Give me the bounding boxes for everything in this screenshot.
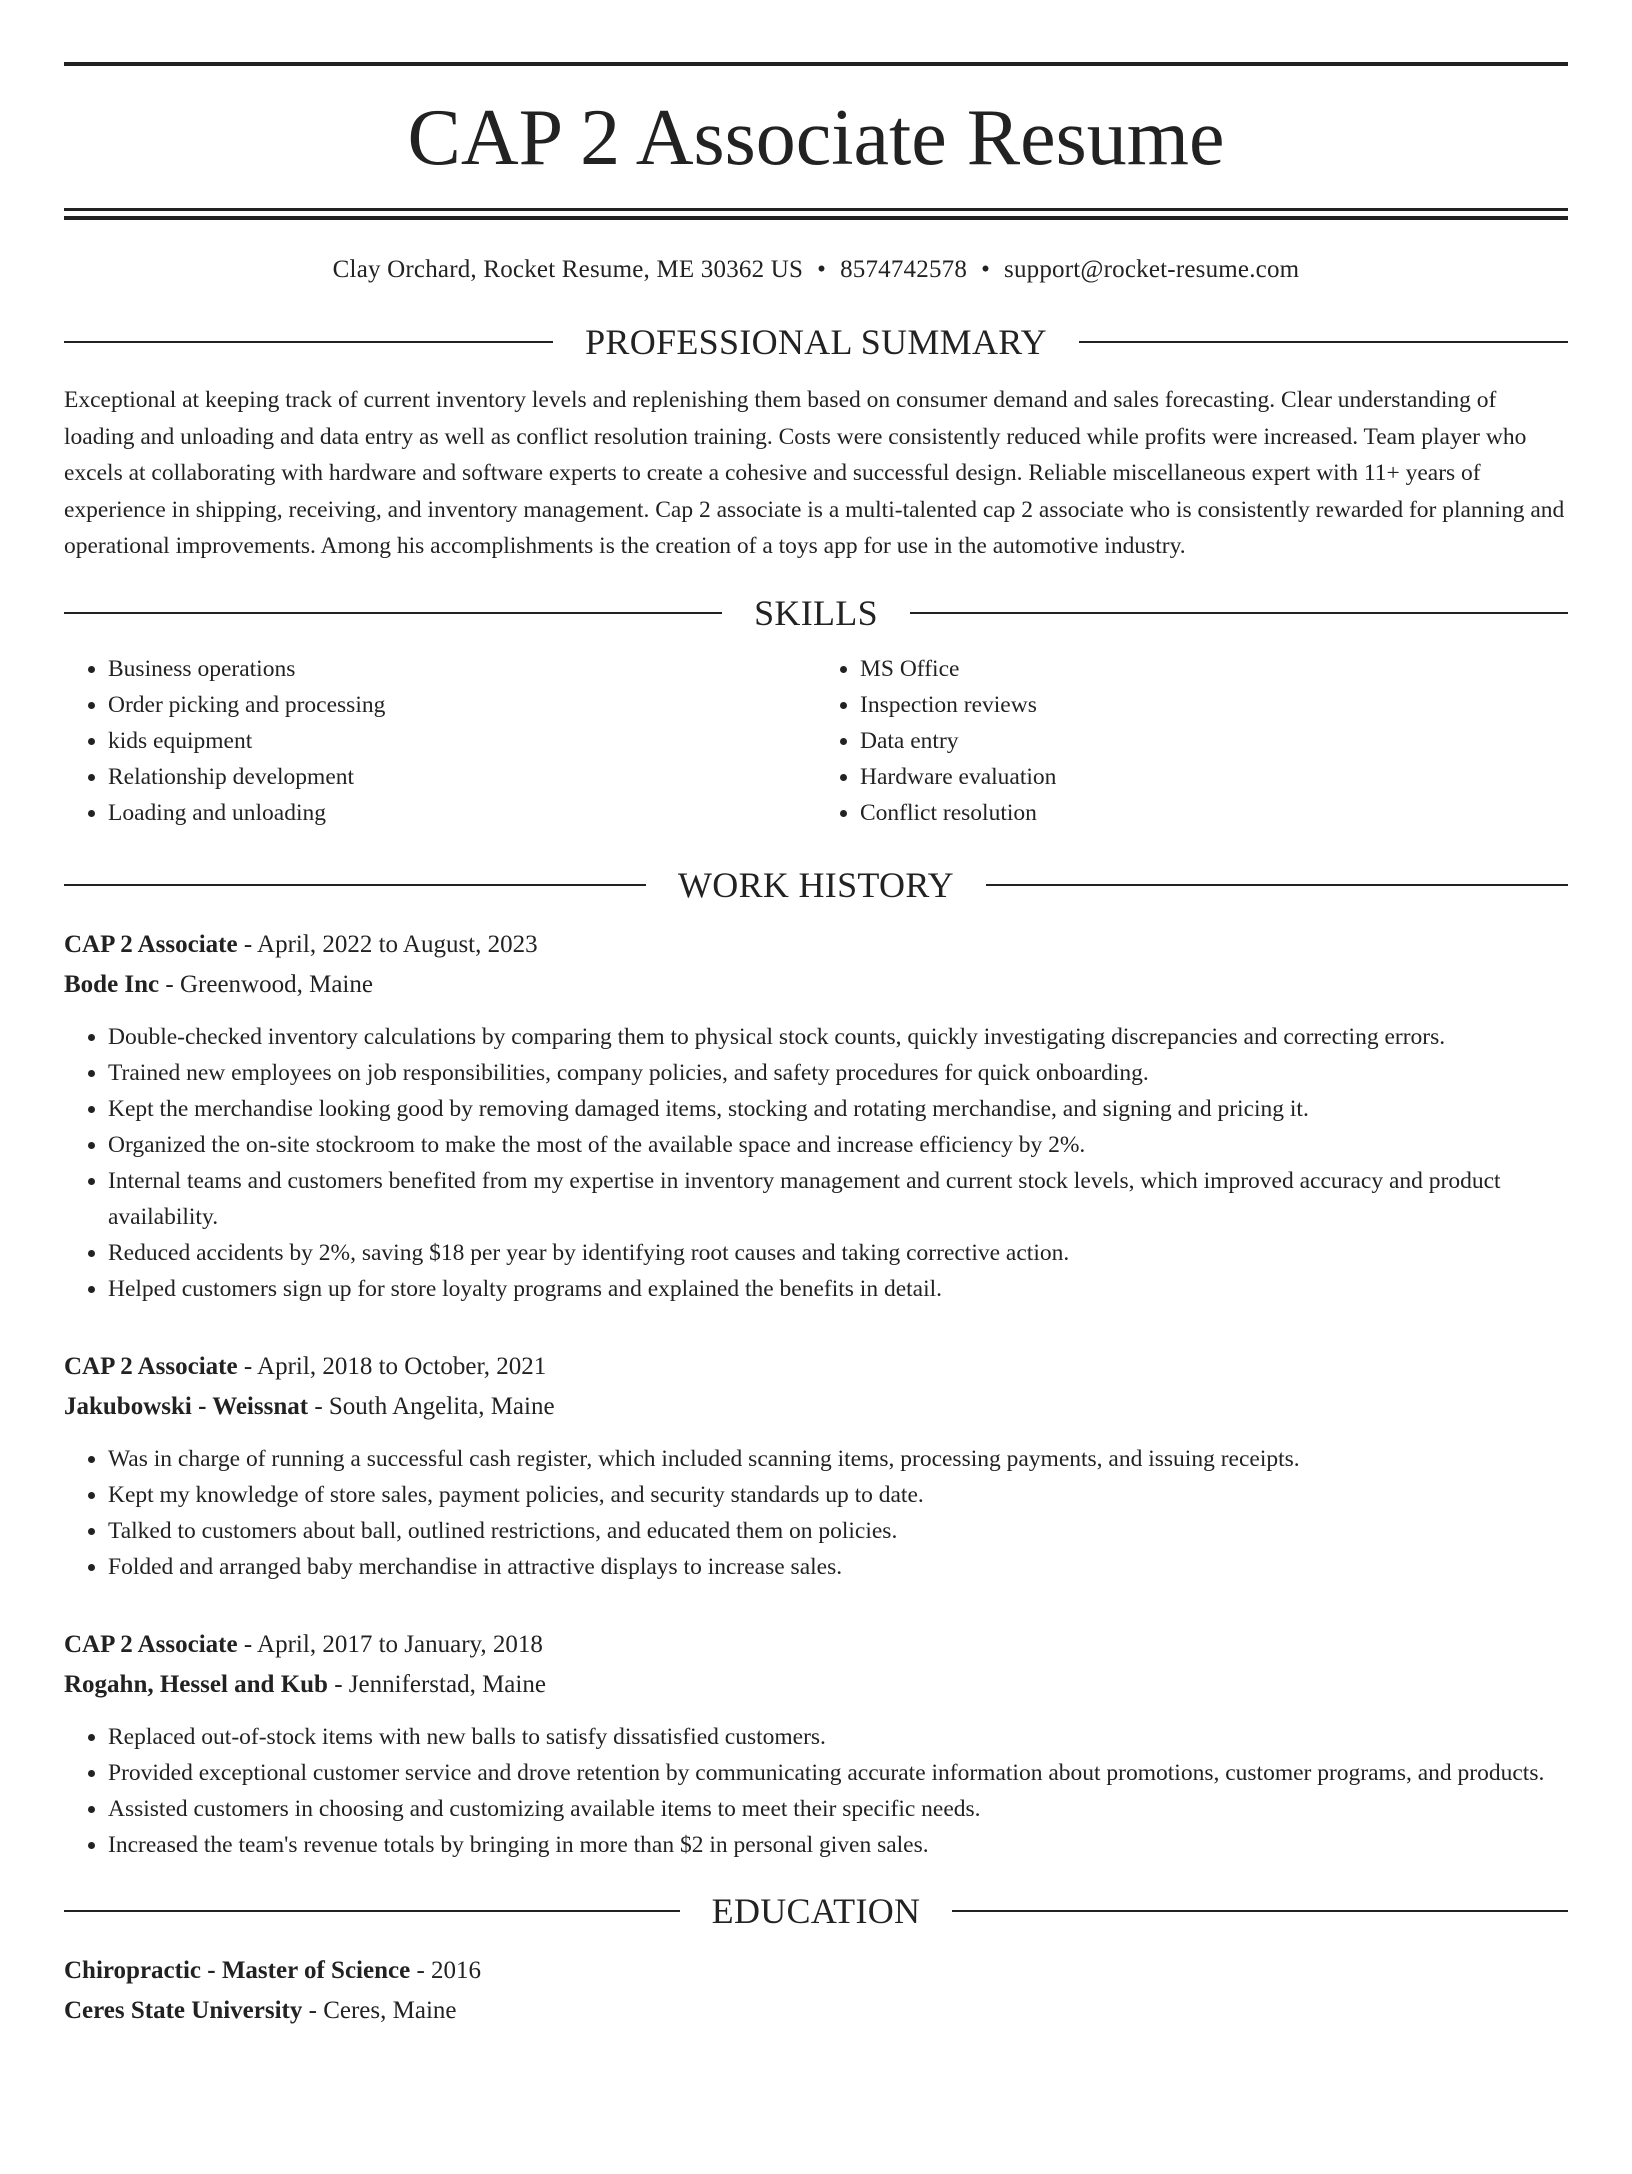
job-entry [64, 925, 1568, 1307]
job-bullet: • Assisted customers in choosing and customizing available items to meet their specific needs. [108, 1791, 1568, 1827]
header-rule [64, 341, 553, 343]
education-section-header [64, 1890, 1568, 1931]
job-company: Jakubowski - Weissnat [64, 1392, 309, 1420]
education-entry [64, 1951, 1568, 2031]
job-dates: - April, 2017 to January, 2018 [237, 1630, 543, 1658]
job-bullet: • Was in charge of running a successful cash register, which included scanning items, processing payments, and issuing receipts. [108, 1441, 1568, 1477]
education-degree-line [64, 1951, 1568, 1991]
job-dates: - April, 2018 to October, 2021 [237, 1352, 547, 1380]
job-title-line [64, 1625, 1568, 1665]
header-rule [910, 612, 1568, 614]
header-rule [64, 612, 722, 614]
education-heading: EDUCATION [711, 1890, 921, 1931]
header-rule [986, 884, 1568, 886]
contact-email: support@rocket-resume.com [1004, 256, 1300, 283]
job-bullets [64, 1441, 1568, 1585]
job-bullet: • Helped customers sign up for store loyalty programs and explained the benefits in detail. [108, 1271, 1568, 1307]
skill-item: • Business operations [108, 651, 816, 687]
header-rule [64, 884, 646, 886]
skill-item: • kids equipment [108, 723, 816, 759]
resume-title: CAP 2 Associate Resume [407, 94, 1225, 182]
skill-item: • Hardware evaluation [860, 759, 1568, 795]
summary-heading: PROFESSIONAL SUMMARY [585, 322, 1047, 362]
skills-heading: SKILLS [754, 592, 878, 633]
skills-column-right [816, 651, 1568, 831]
job-title: CAP 2 Associate [64, 930, 238, 958]
top-divider [64, 62, 1568, 66]
job-company-line [64, 965, 1568, 1005]
job-title-line [64, 925, 1568, 965]
job-bullet: • Trained new employees on job responsibilities, company policies, and safety procedures for quick onboarding. [108, 1055, 1568, 1091]
job-bullet: • Increased the team's revenue totals by bringing in more than $2 in personal given sales. [108, 1827, 1568, 1863]
education-school-line [64, 1991, 1568, 2031]
education-location: - Ceres, Maine [302, 1996, 457, 2024]
job-bullets [64, 1019, 1568, 1307]
job-bullet: • Double-checked inventory calculations by comparing them to physical stock counts, quickly investigating discrepancies and correcting errors. [108, 1019, 1568, 1055]
skills-column-left [64, 651, 816, 831]
header-rule [1079, 341, 1568, 343]
job-entry [64, 1625, 1568, 1863]
job-dates: - April, 2022 to August, 2023 [237, 930, 538, 958]
work-heading: WORK HISTORY [678, 864, 954, 905]
header-rule [952, 1910, 1568, 1912]
work-section-header [64, 864, 1568, 905]
skill-item: • Order picking and processing [108, 687, 816, 723]
job-bullet: • Provided exceptional customer service and drove retention by communicating accurate information about promotions, customer programs, and products. [108, 1755, 1568, 1791]
job-title: CAP 2 Associate [64, 1630, 238, 1658]
contact-address: Clay Orchard, Rocket Resume, ME 30362 US [332, 256, 804, 283]
summary-section-header [64, 324, 1568, 360]
job-title-line [64, 1347, 1568, 1387]
skill-item: • Loading and unloading [108, 795, 816, 831]
skills-section-header [64, 592, 1568, 633]
skill-item: • Inspection reviews [860, 687, 1568, 723]
job-company: Rogahn, Hessel and Kub [64, 1670, 328, 1698]
contact-separator: • [817, 256, 827, 283]
job-location: - South Angelita, Maine [308, 1392, 555, 1420]
education-school: Ceres State University [64, 1996, 303, 2024]
job-bullets [64, 1719, 1568, 1863]
contact-line [64, 256, 1568, 284]
skill-item: • MS Office [860, 651, 1568, 687]
job-bullet: • Organized the on-site stockroom to make the most of the available space and increase efficiency by 2%. [108, 1127, 1568, 1163]
skills-list [64, 651, 1568, 831]
education-degree: Chiropractic - Master of Science [64, 1956, 411, 1984]
header-rule [64, 1910, 680, 1912]
job-location: - Jenniferstad, Maine [327, 1670, 546, 1698]
job-location: - Greenwood, Maine [159, 970, 373, 998]
job-bullet: • Kept my knowledge of store sales, payment policies, and security standards up to date. [108, 1477, 1568, 1513]
job-bullet: • Folded and arranged baby merchandise in attractive displays to increase sales. [108, 1549, 1568, 1585]
job-bullet: • Replaced out-of-stock items with new balls to satisfy dissatisfied customers. [108, 1719, 1568, 1755]
summary-text: Exceptional at keeping track of current inventory levels and replenishing them based on consumer demand and sales forecasting. Clear understanding of loading and unloading and data entry as well as conflict resolution training. Costs were consistently reduced while profits were increased. Team player who excels at collaborating with hardware and software experts to create a cohesive and successful design. Reliable miscellaneous expert with 11+ years of experience in shipping, receiving, and inventory management. Cap 2 associate is a multi-talented cap 2 associate who is consistently rewarded for planning and operational improvements. Among his accomplishments is the creation of a toys app for use in the automotive industry. [64, 387, 1565, 559]
title-double-divider [64, 208, 1568, 220]
resume-page [0, 62, 1632, 2174]
job-bullet: • Kept the merchandise looking good by removing damaged items, stocking and rotating merchandise, and signing and pricing it. [108, 1091, 1568, 1127]
job-bullet: • Talked to customers about ball, outlined restrictions, and educated them on policies. [108, 1513, 1568, 1549]
skill-item: • Data entry [860, 723, 1568, 759]
job-bullet: • Internal teams and customers benefited from my expertise in inventory management and current stock levels, which improved accuracy and product availability. [108, 1163, 1568, 1235]
job-bullet: • Reduced accidents by 2%, saving $18 per year by identifying root causes and taking corrective action. [108, 1235, 1568, 1271]
job-company-line [64, 1387, 1568, 1427]
job-company: Bode Inc [64, 970, 160, 998]
contact-phone: 8574742578 [840, 256, 968, 283]
skill-item: • Relationship development [108, 759, 816, 795]
education-year: - 2016 [410, 1956, 482, 1984]
contact-separator: • [981, 256, 991, 283]
job-company-line [64, 1665, 1568, 1705]
job-title: CAP 2 Associate [64, 1352, 238, 1380]
skill-item: • Conflict resolution [860, 795, 1568, 831]
job-entry [64, 1347, 1568, 1585]
